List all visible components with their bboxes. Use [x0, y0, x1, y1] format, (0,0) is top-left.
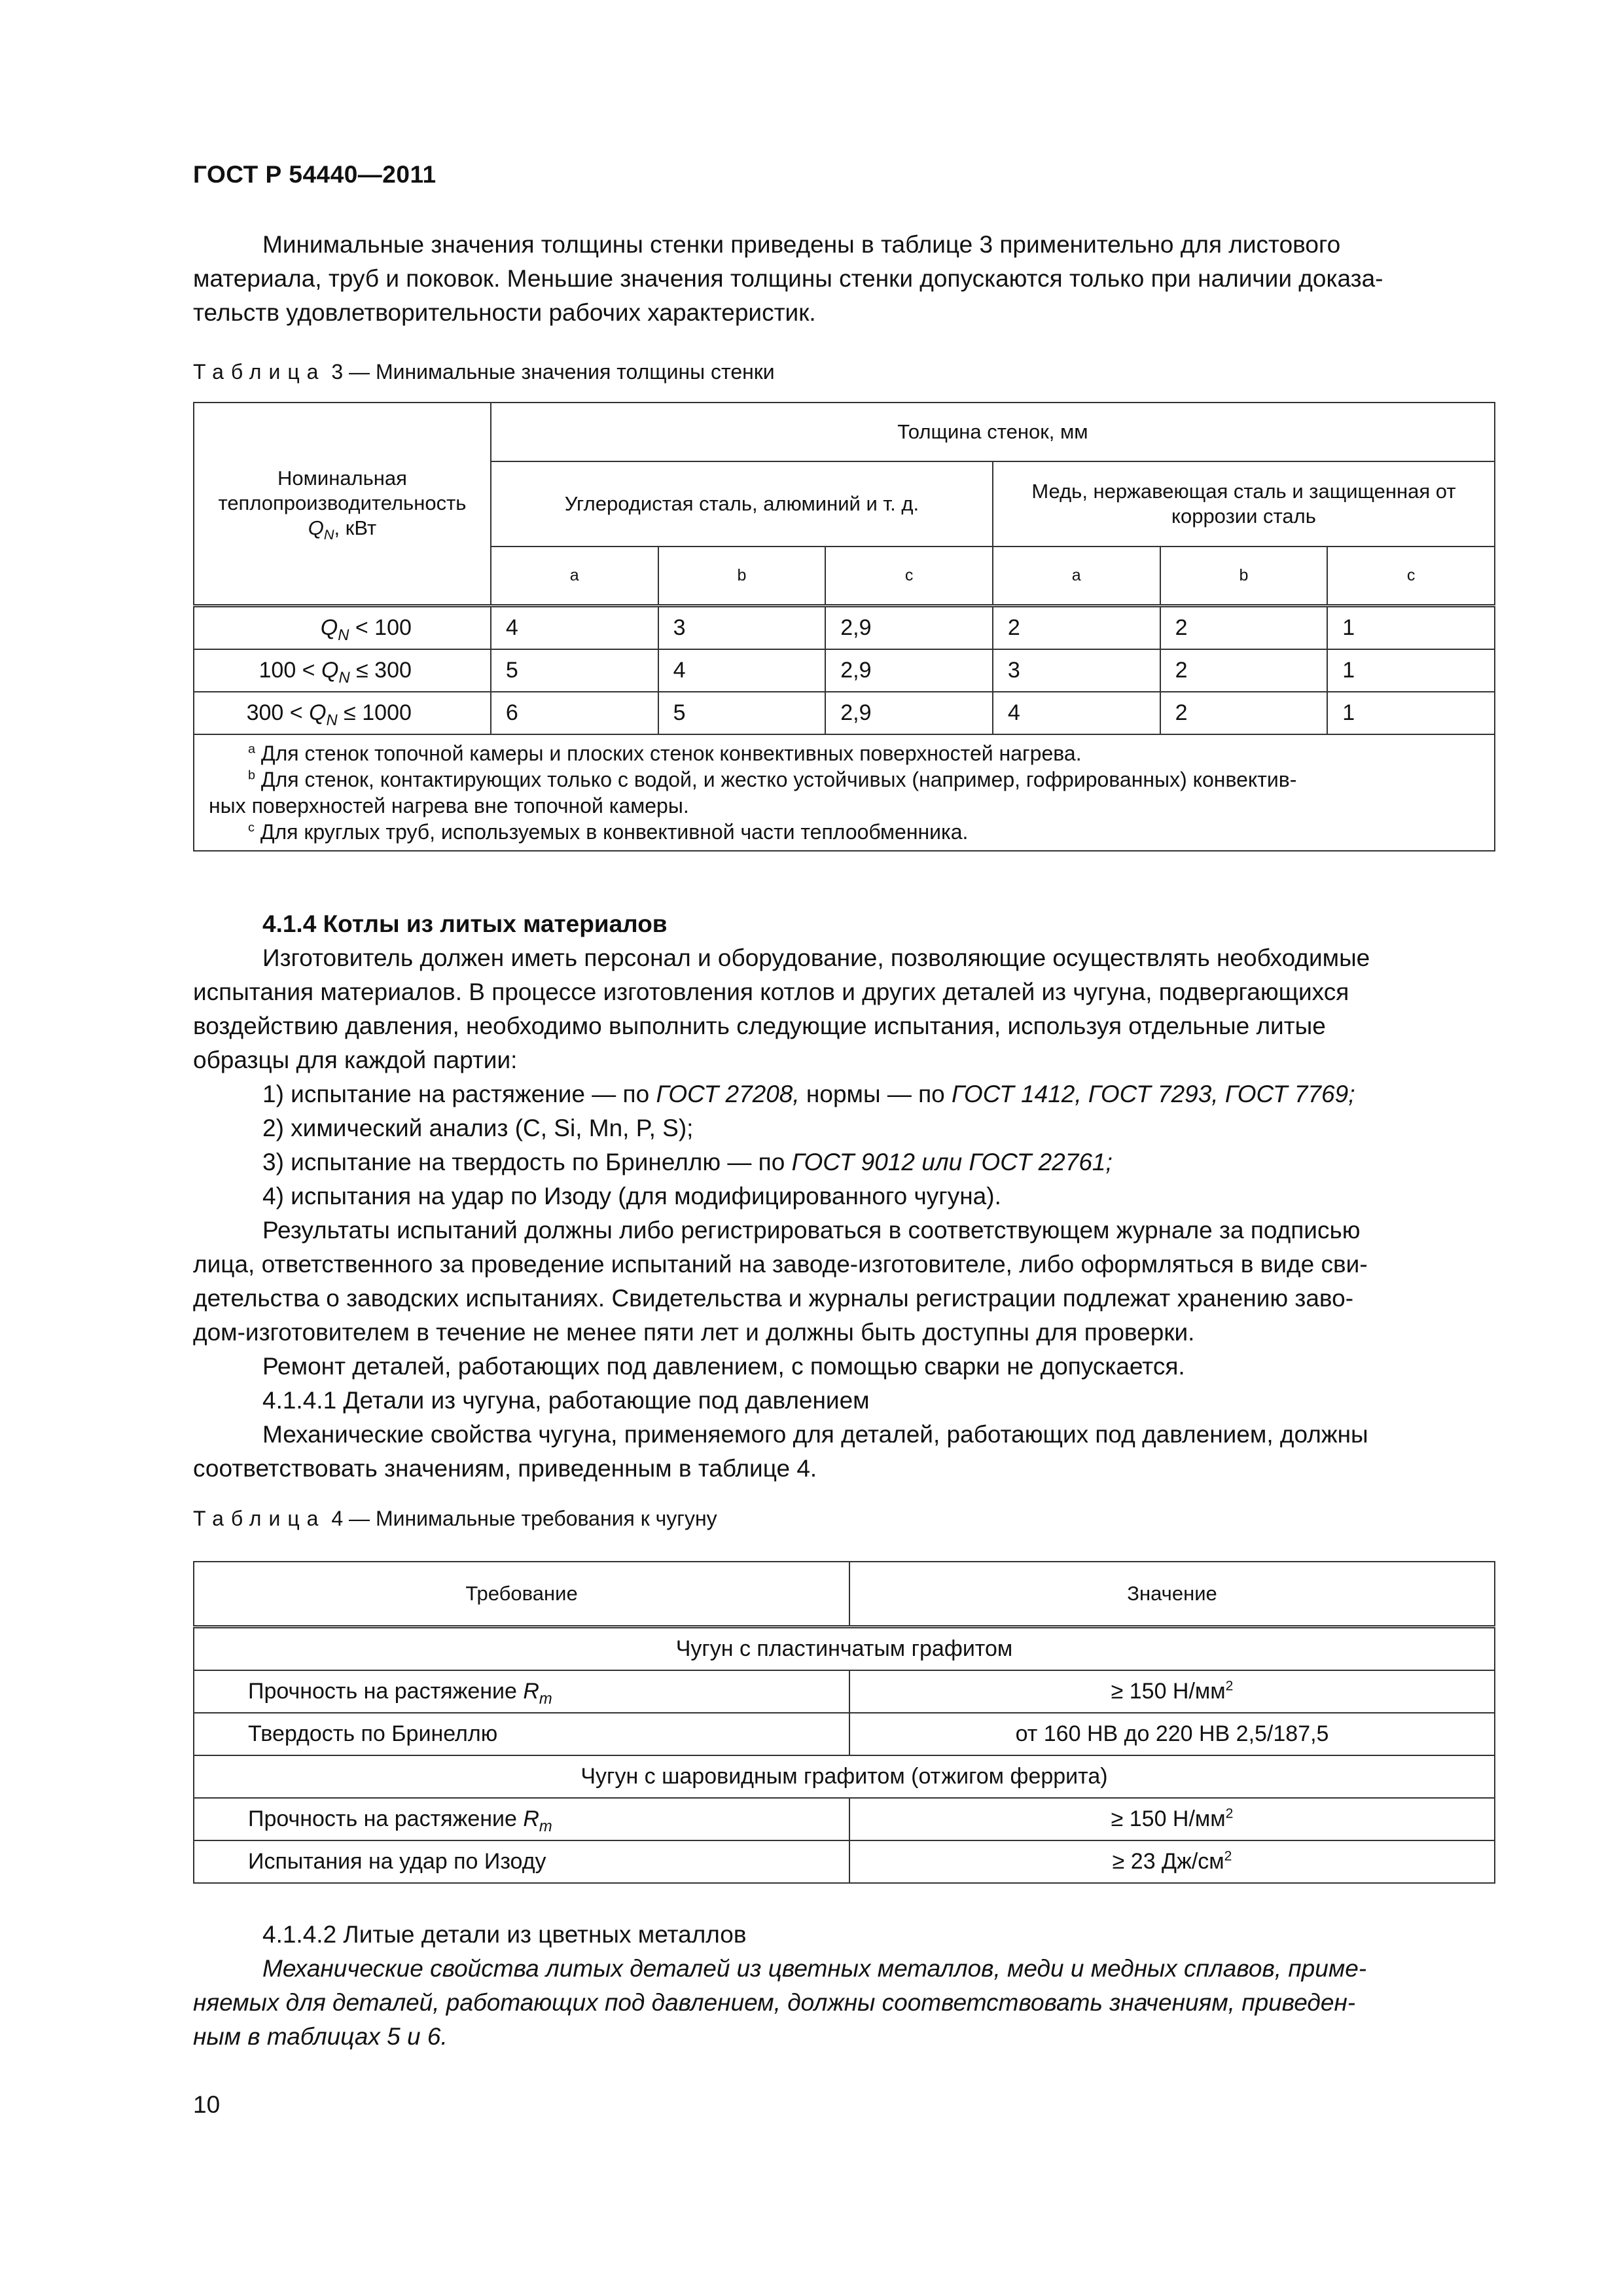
section-414-line: Ремонт деталей, работающих под давлением, с помощью сварки не допускается.	[262, 1353, 1185, 1380]
table3-cell: 1	[1327, 692, 1495, 734]
list-item: 1) испытание на растяжение — по ГОСТ 27208, нормы — по ГОСТ 1412, ГОСТ 7293, ГОСТ 7769;	[262, 1081, 1355, 1107]
subsection-4141-line: соответствовать значениям, приведенным в таблице 4.	[193, 1455, 817, 1482]
table3-caption	[193, 359, 775, 385]
table3-caption-prefix: Таблица	[193, 360, 326, 384]
section-4142-line: няемых для деталей, работающих под давлением, должны соответствовать значениям, приведен-	[193, 1989, 1356, 2016]
table4	[193, 1561, 1495, 1884]
table-row	[194, 1798, 1495, 1840]
document-header: ГОСТ Р 54440—2011	[193, 161, 437, 188]
table3-note: $^c$ Для круглых труб, используемых в конвективной части теплообменника.	[248, 819, 969, 844]
section-414-line: испытания материалов. В процессе изготовления котлов и других деталей из чугуна, подвергающихся	[193, 978, 1349, 1005]
table-row	[194, 605, 1495, 649]
table3-cell: 2	[1160, 649, 1328, 692]
table3-row-label: $300 < Q_N \le 1000$	[194, 692, 491, 734]
table3-row-label: $Q_N < 100$	[194, 605, 491, 649]
table4-value: ≥ 23 $Дж/см^2$	[849, 1840, 1495, 1883]
table3-cell: 1	[1327, 649, 1495, 692]
table4-prop: Твердость по Бринеллю	[194, 1713, 849, 1755]
table-row	[194, 692, 1495, 734]
table3-cell: 5	[491, 649, 658, 692]
table4-value: ≥ 150 $Н/мм^2$	[849, 1798, 1495, 1840]
section-414-line: Изготовитель должен иметь персонал и оборудование, позволяющие осуществлять необходимые	[262, 944, 1370, 971]
table3-subcol: b	[658, 547, 826, 605]
table4-group-row	[194, 1627, 1495, 1671]
section-4142-line: Механические свойства литых деталей из цветных металлов, меди и медных сплавов, приме-	[262, 1955, 1367, 1982]
table3-caption-text: 3 — Минимальные значения толщины стенки	[325, 360, 775, 384]
intro-line: тельств удовлетворительности рабочих характеристик.	[193, 299, 816, 326]
table-row	[194, 1840, 1495, 1883]
table3-cell: 2,9	[825, 692, 993, 734]
table3-cell: 6	[491, 692, 658, 734]
table3-subcol: a	[993, 547, 1160, 605]
table4-value: от 160 НВ до 220 НВ 2,5/187,5	[849, 1713, 1495, 1755]
table3-cell: 5	[658, 692, 826, 734]
table4-prop: Прочность на растяжение $R_m$	[194, 1798, 849, 1840]
table3-group-copper-steel: Медь, нержавеющая сталь и защищенная от коррозии сталь	[993, 461, 1495, 547]
table3-subcol: b	[1160, 547, 1328, 605]
intro-paragraph	[193, 228, 1495, 330]
table3-subcol: c	[1327, 547, 1495, 605]
table4-prop: Прочность на растяжение $R_m$	[194, 1670, 849, 1713]
table3-cell: 4	[658, 649, 826, 692]
table3-subcol: c	[825, 547, 993, 605]
table4-group-title: Чугун с пластинчатым графитом	[194, 1627, 1495, 1671]
table3-subcol: a	[491, 547, 658, 605]
section-414-line: Результаты испытаний должны либо регистрироваться в соответствующем журнале за подписью	[262, 1217, 1361, 1244]
table4-caption-text: 4 — Минимальные требования к чугуну	[325, 1507, 717, 1530]
section-4142-title: 4.1.4.2 Литые детали из цветных металлов	[262, 1921, 747, 1948]
list-item: 2) химический анализ (C, Si, Mn, P, S);	[262, 1115, 694, 1141]
section-4142-line: ным в таблицах 5 и 6.	[193, 2023, 448, 2050]
page-number: 10	[193, 2091, 221, 2118]
table-row	[194, 649, 1495, 692]
table3-thickness-header: Толщина стенок, мм	[491, 403, 1495, 461]
table4-col-requirement: Требование	[194, 1562, 849, 1627]
section-414-line: образцы для каждой партии:	[193, 1047, 518, 1073]
table3-cell: 3	[658, 605, 826, 649]
table3-cell: 3	[993, 649, 1160, 692]
table4-group-title: Чугун с шаровидным графитом (отжигом феррита)	[194, 1755, 1495, 1798]
table3-note: ных поверхностей нагрева вне топочной камеры.	[209, 793, 689, 817]
table3-cell: 2	[993, 605, 1160, 649]
table3-note: $^a$ Для стенок топочной камеры и плоских стенок конвективных поверхностей нагрева.	[248, 741, 1082, 765]
intro-line: материала, труб и поковок. Меньшие значения толщины стенки допускаются только при наличии доказа-	[193, 265, 1383, 292]
table3	[193, 402, 1495, 852]
table3-cell: 1	[1327, 605, 1495, 649]
table3-row-label: $100 < Q_N \le 300$	[194, 649, 491, 692]
table3-cell: 2,9	[825, 649, 993, 692]
list-item: 4) испытания на удар по Изоду (для модифицированного чугуна).	[262, 1183, 1001, 1210]
section-414-line: лица, ответственного за проведение испытаний на заводе-изготовителе, либо оформляться в виде сви-	[193, 1251, 1368, 1278]
table4-caption-prefix: Таблица	[193, 1507, 326, 1530]
table4-col-value: Значение	[849, 1562, 1495, 1627]
section-414	[193, 907, 1495, 1486]
intro-line: Минимальные значения толщины стенки приведены в таблице 3 применительно для листового	[262, 231, 1341, 258]
table4-prop: Испытания на удар по Изоду	[194, 1840, 849, 1883]
section-414-line: детельства о заводских испытаниях. Свидетельства и журналы регистрации подлежат хранению заво-	[193, 1285, 1354, 1312]
section-4142	[193, 1918, 1495, 2054]
table3-cell: 4	[993, 692, 1160, 734]
table-row	[194, 1670, 1495, 1713]
table3-notes-cell	[194, 734, 1495, 851]
table4-value: ≥ 150 $Н/мм^2$	[849, 1670, 1495, 1713]
table3-cell: 2,9	[825, 605, 993, 649]
subsection-4141-line: Механические свойства чугуна, применяемого для деталей, работающих под давлением, должны	[262, 1421, 1368, 1448]
section-414-line: воздействию давления, необходимо выполнить следующие испытания, используя отдельные литые	[193, 1013, 1326, 1039]
table3-capacity-header: Номинальная теплопроизводительность $Q_N$, кВт	[194, 403, 491, 605]
table4-header-row	[194, 1562, 1495, 1627]
section-414-title: 4.1.4 Котлы из литых материалов	[262, 910, 668, 937]
subsection-4141-title: 4.1.4.1 Детали из чугуна, работающие под давлением	[262, 1387, 870, 1414]
section-414-line: дом-изготовителем в течение не менее пяти лет и должны быть доступны для проверки.	[193, 1319, 1195, 1346]
table3-group-carbon-steel: Углеродистая сталь, алюминий и т. д.	[491, 461, 993, 547]
list-item: 3) испытание на твердость по Бринеллю — по ГОСТ 9012 или ГОСТ 22761;	[262, 1149, 1113, 1175]
table3-cell: 2	[1160, 605, 1328, 649]
table3-notes	[194, 734, 1495, 851]
table3-cell: 4	[491, 605, 658, 649]
table4-group-row	[194, 1755, 1495, 1798]
table3-note: $^b$ Для стенок, контактирующих только с водой, и жестко устойчивых (например, гофрированных) конвектив-	[248, 767, 1297, 791]
table4-caption	[193, 1505, 717, 1532]
table-row	[194, 1713, 1495, 1755]
table3-cell: 2	[1160, 692, 1328, 734]
